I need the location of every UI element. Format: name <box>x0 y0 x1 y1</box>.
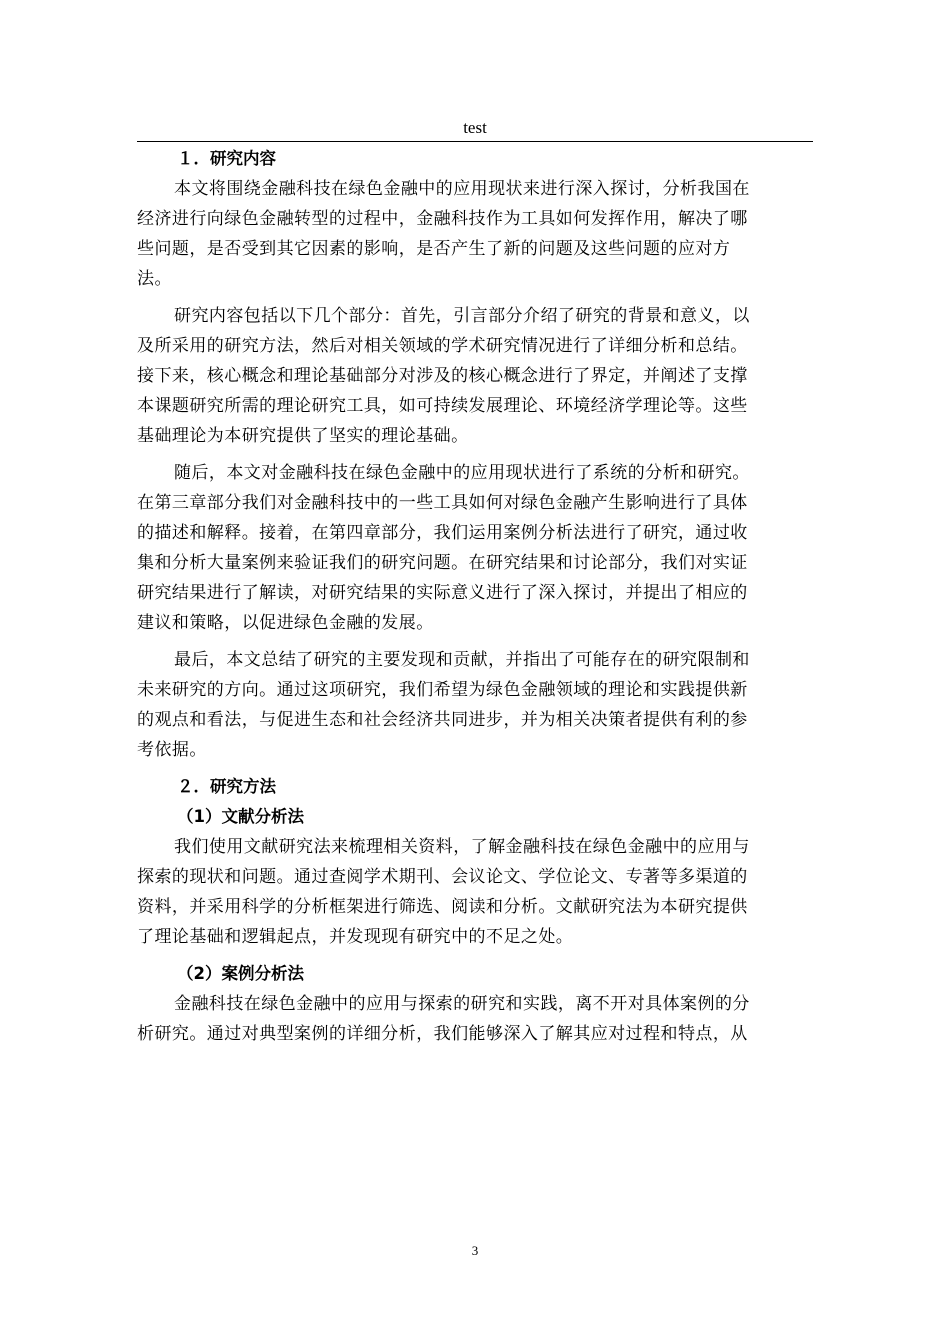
paragraph-line: 我们使用文献研究法来梳理相关资料，了解金融科技在绿色金融中的应用与 <box>174 837 750 857</box>
paragraph-line: 本课题研究所需的理论研究工具，如可持续发展理论、环境经济学理论等。这些 <box>137 396 748 416</box>
paragraph-line: 最后，本文总结了研究的主要发现和贡献，并指出了可能存在的研究限制和 <box>174 650 750 670</box>
page-header-title: test <box>463 118 487 137</box>
paragraph-line: 了理论基础和逻辑起点，并发现现有研究中的不足之处。 <box>137 927 574 947</box>
paragraph <box>137 989 813 1049</box>
paragraph-line: 的描述和解释。接着，在第四章部分，我们运用案例分析法进行了研究，通过收 <box>137 523 748 543</box>
paragraph <box>137 301 813 451</box>
paragraph <box>137 832 813 952</box>
paragraph-line: 研究结果进行了解读，对研究结果的实际意义进行了深入探讨，并提出了相应的 <box>137 583 748 603</box>
paragraph-line: 未来研究的方向。通过这项研究，我们希望为绿色金融领域的理论和实践提供新 <box>137 680 748 700</box>
paragraph <box>137 174 813 294</box>
paragraph-line: 随后，本文对金融科技在绿色金融中的应用现状进行了系统的分析和研究。 <box>174 463 750 483</box>
paragraph-line: 本文将围绕金融科技在绿色金融中的应用现状来进行深入探讨，分析我国在 <box>174 179 750 199</box>
paragraph-line: 基础理论为本研究提供了坚实的理论基础。 <box>137 426 469 446</box>
section-heading-research-methods: ２．研究方法 <box>177 777 276 796</box>
page-number: 3 <box>471 1243 479 1258</box>
paragraph-line: 研究内容包括以下几个部分：首先，引言部分介绍了研究的背景和意义，以 <box>174 306 750 326</box>
paragraph-line: 建议和策略，以促进绿色金融的发展。 <box>137 613 434 633</box>
subsection-heading-case-analysis: （2）案例分析法 <box>177 964 304 983</box>
paragraph-line: 金融科技在绿色金融中的应用与探索的研究和实践，离不开对具体案例的分 <box>174 994 750 1014</box>
paragraph-line: 些问题，是否受到其它因素的影响，是否产生了新的问题及这些问题的应对方 <box>137 239 731 259</box>
subsection-heading-literature-analysis: （1）文献分析法 <box>177 807 304 826</box>
paragraph-line: 探索的现状和问题。通过查阅学术期刊、会议论文、学位论文、专著等多渠道的 <box>137 867 748 887</box>
paragraph <box>137 458 813 638</box>
paragraph-line: 析研究。通过对典型案例的详细分析，我们能够深入了解其应对过程和特点，从 <box>137 1024 748 1044</box>
paragraph-line: 资料，并采用科学的分析框架进行筛选、阅读和分析。文献研究法为本研究提供 <box>137 897 748 917</box>
paragraph-line: 经济进行向绿色金融转型的过程中，金融科技作为工具如何发挥作用，解决了哪 <box>137 209 748 229</box>
paragraph <box>137 645 813 765</box>
header-divider <box>137 141 813 142</box>
paragraph-line: 在第三章部分我们对金融科技中的一些工具如何对绿色金融产生影响进行了具体 <box>137 493 748 513</box>
paragraph-line: 法。 <box>137 269 172 289</box>
section-heading-research-content: １．研究内容 <box>177 149 276 168</box>
paragraph-line: 接下来，核心概念和理论基础部分对涉及的核心概念进行了界定，并阐述了支撑 <box>137 366 748 386</box>
document-body <box>137 144 813 1056</box>
paragraph-line: 考依据。 <box>137 740 207 760</box>
paragraph-line: 的观点和看法，与促进生态和社会经济共同进步，并为相关决策者提供有利的参 <box>137 710 748 730</box>
paragraph-line: 集和分析大量案例来验证我们的研究问题。在研究结果和讨论部分，我们对实证 <box>137 553 748 573</box>
paragraph-line: 及所采用的研究方法，然后对相关领域的学术研究情况进行了详细分析和总结。 <box>137 336 748 356</box>
